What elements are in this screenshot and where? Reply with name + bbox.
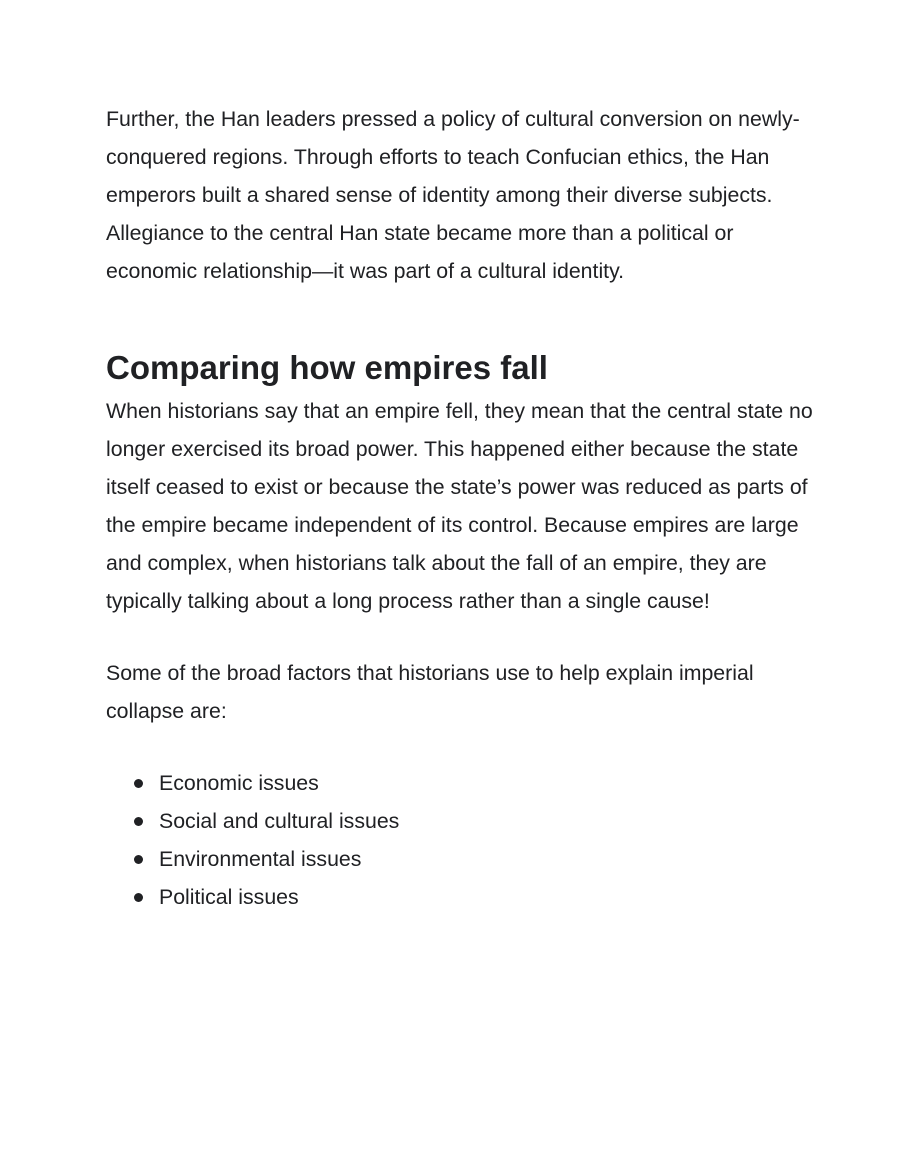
section-heading: Comparing how empires fall	[106, 349, 548, 386]
list-item	[134, 802, 826, 840]
bullet-icon	[134, 855, 143, 864]
factors-list	[106, 764, 826, 916]
bullet-icon	[134, 817, 143, 826]
list-item-label: Political issues	[159, 885, 299, 909]
empire-fall-paragraph: When historians say that an empire fell, they mean that the central state no longer exercised its broad power. This happened either because the state itself ceased to exist or because the state’s power was reduced as parts of the empire became independent of its control. Because empires are large and complex, when historians talk about the fall of an empire, they are typically talking about a long process rather than a single cause!	[106, 399, 813, 613]
bullet-icon	[134, 779, 143, 788]
list-item	[134, 878, 826, 916]
list-item-label: Environmental issues	[159, 847, 362, 871]
factors-intro-paragraph: Some of the broad factors that historians use to help explain imperial collapse are:	[106, 661, 754, 723]
intro-paragraph: Further, the Han leaders pressed a policy of cultural conversion on newly-conquered regions. Through efforts to teach Confucian ethics, the Han emperors built a shared sense of identity among their diverse subjects. Allegiance to the central Han state became more than a political or economic relationship—it was part of a cultural identity.	[106, 107, 800, 283]
document-page	[106, 100, 826, 916]
list-item	[134, 764, 826, 802]
list-item-label: Social and cultural issues	[159, 809, 400, 833]
bullet-icon	[134, 893, 143, 902]
list-item-label: Economic issues	[159, 771, 319, 795]
list-item	[134, 840, 826, 878]
